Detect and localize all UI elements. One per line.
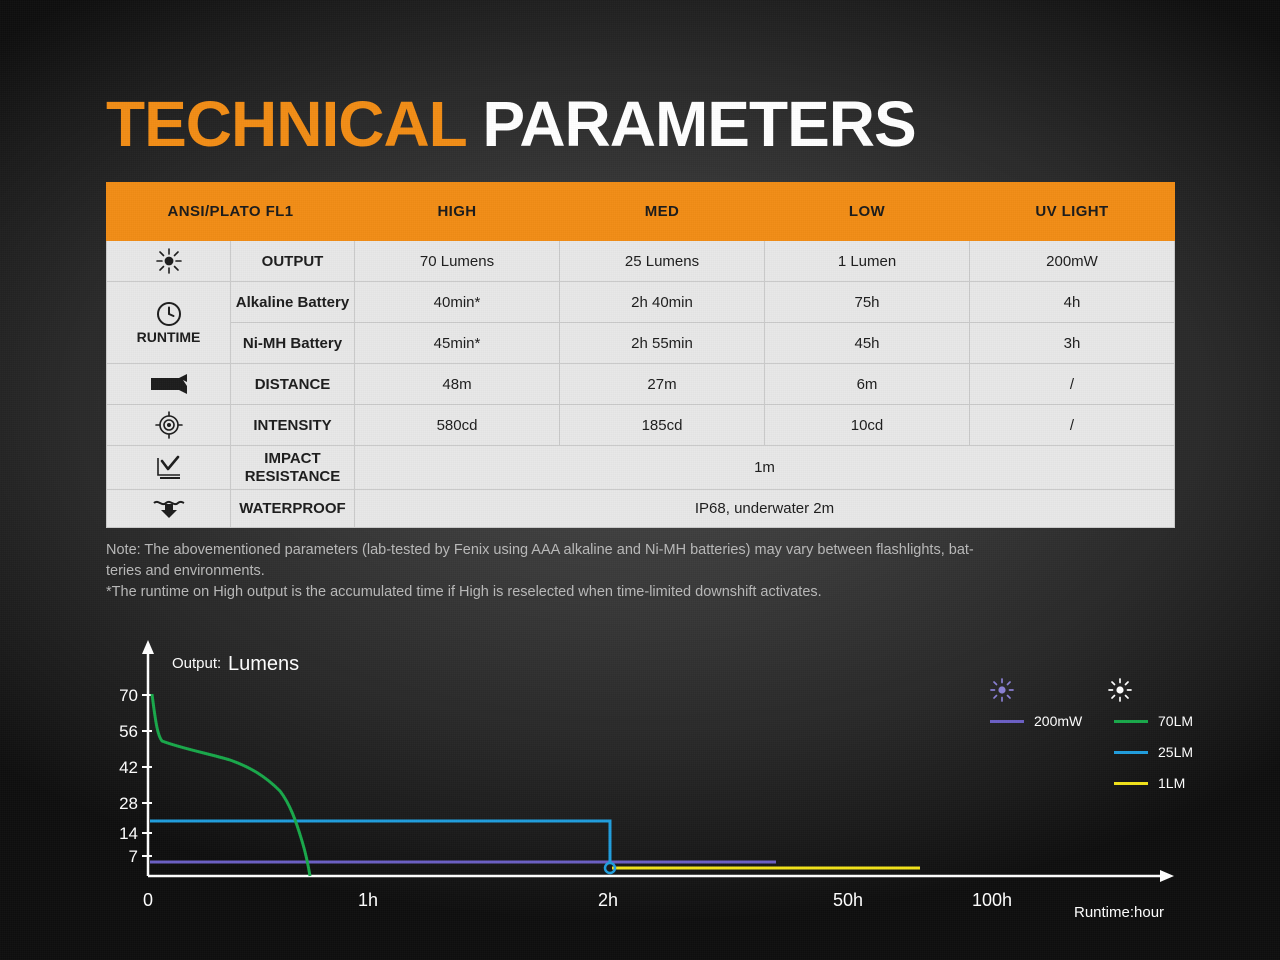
- impact-label-line1: IMPACT: [264, 450, 321, 468]
- table-row: [107, 241, 1175, 282]
- cell-output-low: 1 Lumen: [765, 241, 970, 282]
- row-label-intensity: INTENSITY: [231, 405, 355, 446]
- cell-waterproof-all: IP68, underwater 2m: [355, 490, 1175, 528]
- cell-nimh-low: 45h: [765, 323, 970, 364]
- cell-output-high: 70 Lumens: [355, 241, 560, 282]
- row-label-output: OUTPUT: [231, 241, 355, 282]
- table-header-high: HIGH: [355, 183, 560, 241]
- legend-swatch-200mw: [990, 720, 1024, 723]
- waterproof-icon-svg: [152, 498, 186, 520]
- clock-icon: [107, 282, 231, 364]
- beam-icon: [107, 364, 231, 405]
- cell-alkaline-uv: 4h: [970, 282, 1175, 323]
- row-label-nimh: Ni-MH Battery: [231, 323, 355, 364]
- legend-item-70lm: [1114, 713, 1193, 729]
- runtime-group-label: RUNTIME: [136, 328, 201, 345]
- legend-swatch-70lm: [1114, 720, 1148, 723]
- xtick-0: 0: [142, 890, 154, 910]
- page-title-part1: TECHNICAL: [106, 88, 466, 160]
- cell-nimh-med: 2h 55min: [560, 323, 765, 364]
- impact-icon-svg: [154, 455, 184, 481]
- legend-label-200mw: 200mW: [1034, 713, 1083, 729]
- runtime-chart: [100, 636, 1194, 926]
- white-sun-icon-svg: [1108, 678, 1132, 702]
- cell-intensity-uv: /: [970, 405, 1175, 446]
- cell-distance-high: 48m: [355, 364, 560, 405]
- table-header-uv: UV LIGHT: [970, 183, 1175, 241]
- legend-label-25lm: 25LM: [1158, 744, 1194, 760]
- note-block: [106, 540, 1178, 603]
- legend-label-1lm: 1LM: [1158, 775, 1186, 791]
- sun-icon: [107, 241, 231, 282]
- ytick-14: 14: [119, 824, 138, 843]
- ytick-70: 70: [119, 686, 138, 705]
- cell-intensity-low: 10cd: [765, 405, 970, 446]
- beam-icon-svg: [149, 374, 189, 394]
- waterproof-icon: [107, 490, 231, 528]
- chart-ylabel-small: Output:: [172, 655, 222, 672]
- cell-output-med: 25 Lumens: [560, 241, 765, 282]
- impact-label-line2: RESISTANCE: [244, 467, 341, 485]
- row-label-alkaline: Alkaline Battery: [231, 282, 355, 323]
- table-row: [107, 364, 1175, 405]
- xtick-1h: 1h: [357, 890, 379, 910]
- ytick-56: 56: [119, 722, 138, 741]
- legend-column-right: [1114, 713, 1193, 806]
- ytick-28: 28: [119, 794, 138, 813]
- sun-icon-svg: [155, 248, 183, 274]
- white-sun-icon: [1108, 678, 1132, 705]
- target-icon: [107, 405, 231, 446]
- table-header-low: LOW: [765, 183, 970, 241]
- legend-column-left: [990, 713, 1108, 806]
- spec-table: [106, 182, 1175, 528]
- row-label-impact: [231, 446, 355, 490]
- table-row: [107, 323, 1175, 364]
- legend-item-200mw: [990, 713, 1108, 729]
- cell-nimh-uv: 3h: [970, 323, 1175, 364]
- table-row: [107, 405, 1175, 446]
- legend-swatch-25lm: [1114, 751, 1148, 754]
- cell-output-uv: 200mW: [970, 241, 1175, 282]
- table-header-row: [107, 183, 1175, 241]
- cell-alkaline-low: 75h: [765, 282, 970, 323]
- legend-swatch-1lm: [1114, 782, 1148, 785]
- row-label-waterproof: WATERPROOF: [231, 490, 355, 528]
- clock-icon-svg: [156, 301, 182, 327]
- note-line-3: *The runtime on High output is the accumulated time if High is reselected when time-limited downshift activates.: [106, 584, 822, 601]
- table-row: [107, 282, 1175, 323]
- uv-sun-icon-svg: [990, 678, 1014, 702]
- chart-x-ticks: [143, 890, 1012, 910]
- cell-distance-low: 6m: [765, 364, 970, 405]
- legend-label-70lm: 70LM: [1158, 713, 1194, 729]
- note-line-1: Note: The abovementioned parameters (lab-tested by Fenix using AAA alkaline and Ni-MH batteries) may vary between flashlights, bat-: [106, 542, 974, 558]
- chart-ylabel-big: Lumens: [228, 653, 300, 675]
- table-row: [107, 446, 1175, 490]
- page-title-part2: PARAMETERS: [482, 88, 916, 160]
- legend-icon-row: [990, 678, 1200, 705]
- uv-sun-icon: [990, 678, 1108, 705]
- legend-item-1lm: [1114, 775, 1193, 791]
- spec-table-container: [106, 182, 1174, 528]
- table-header-med: MED: [560, 183, 765, 241]
- row-label-distance: DISTANCE: [231, 364, 355, 405]
- series-70lm: [152, 694, 310, 876]
- page-title: [106, 88, 916, 160]
- cell-intensity-med: 185cd: [560, 405, 765, 446]
- table-header-ansi: ANSI/PLATO FL1: [107, 183, 355, 241]
- cell-distance-uv: /: [970, 364, 1175, 405]
- cell-intensity-high: 580cd: [355, 405, 560, 446]
- xtick-100h: 100h: [971, 890, 1013, 910]
- cell-impact-all: 1m: [355, 446, 1175, 490]
- ytick-7: 7: [128, 847, 138, 866]
- xtick-2h: 2h: [597, 890, 619, 910]
- target-icon-svg: [155, 411, 183, 439]
- note-line-2: teries and environments.: [106, 563, 265, 580]
- cell-nimh-high: 45min*: [355, 323, 560, 364]
- chart-legend: [990, 678, 1200, 806]
- series-25lm: [150, 821, 610, 864]
- cell-alkaline-med: 2h 40min: [560, 282, 765, 323]
- impact-icon: [107, 446, 231, 490]
- ytick-42: 42: [119, 758, 138, 777]
- legend-item-25lm: [1114, 744, 1193, 760]
- xtick-50h: 50h: [832, 890, 864, 910]
- cell-distance-med: 27m: [560, 364, 765, 405]
- cell-alkaline-high: 40min*: [355, 282, 560, 323]
- legend-columns: [990, 713, 1200, 806]
- chart-xlabel: Runtime:hour: [1074, 904, 1165, 921]
- table-row: [107, 490, 1175, 528]
